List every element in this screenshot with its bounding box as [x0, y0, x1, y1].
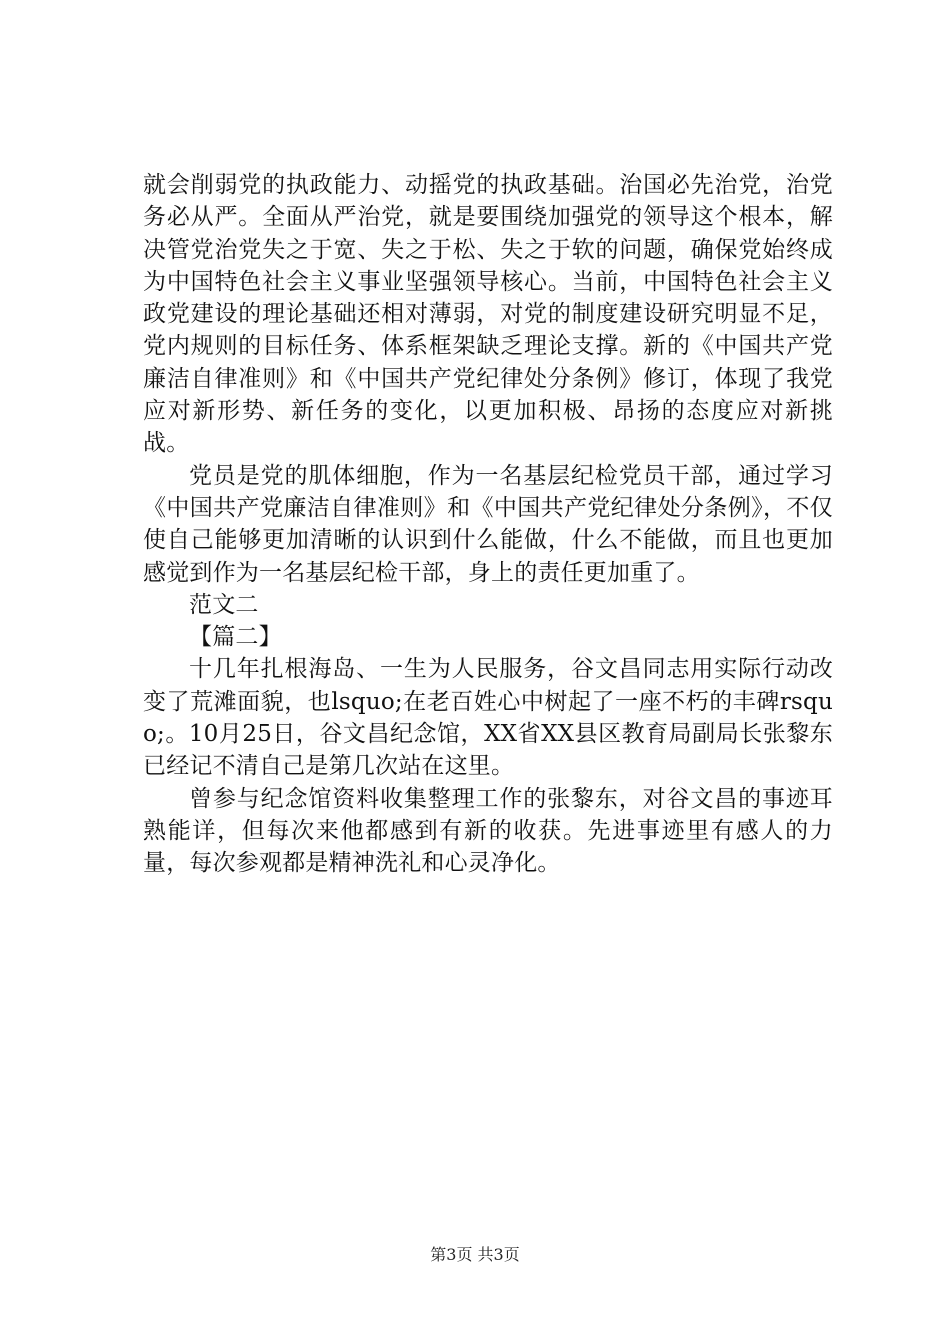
- paragraph-4: 曾参与纪念馆资料收集整理工作的张黎东，对谷文昌的事迹耳熟能详，但每次来他都感到有新的收获。先进事迹里有感人的力量，每次参观都是精神洗礼和心灵净化。: [143, 785, 833, 877]
- page-number-footer: 第3页 共3页: [430, 1245, 520, 1264]
- document-body: [143, 169, 833, 880]
- paragraph-2: 党员是党的肌体细胞，作为一名基层纪检党员干部，通过学习《中国共产党廉洁自律准则》和《中国共产党纪律处分条例》，不仅使自己能够更加清晰的认识到什么能做，什么不能做，而且也更加感觉到作为一名基层纪检干部，身上的责任更加重了。: [143, 462, 833, 586]
- paragraph-1: 就会削弱党的执政能力、动摇党的执政基础。治国必先治党，治党务必从严。全面从严治党，就是要围绕加强党的领导这个根本，解决管党治党失之于宽、失之于松、失之于软的问题，确保党始终成为中国特色社会主义事业坚强领导核心。当前，中国特色社会主义政党建设的理论基础还相对薄弱，对党的制度建设研究明显不足，党内规则的目标任务、体系框架缺乏理论支撑。新的《中国共产党廉洁自律准则》和《中国共产党纪律处分条例》修订，体现了我党应对新形势、新任务的变化，以更加积极、昂扬的态度应对新挑战。: [143, 172, 833, 457]
- paragraph-3: 十几年扎根海岛、一生为人民服务，谷文昌同志用实际行动改变了荒滩面貌，也lsquo;在老百姓心中树起了一座不朽的丰碑rsquo;。10月25日，谷文昌纪念馆，XX省XX县区教育局副局长张黎东已经记不清自己是第几次站在这里。: [143, 656, 833, 780]
- section-label-fanwen: 范文二: [189, 591, 259, 618]
- section-heading-pian-er: 【篇二】: [189, 624, 282, 651]
